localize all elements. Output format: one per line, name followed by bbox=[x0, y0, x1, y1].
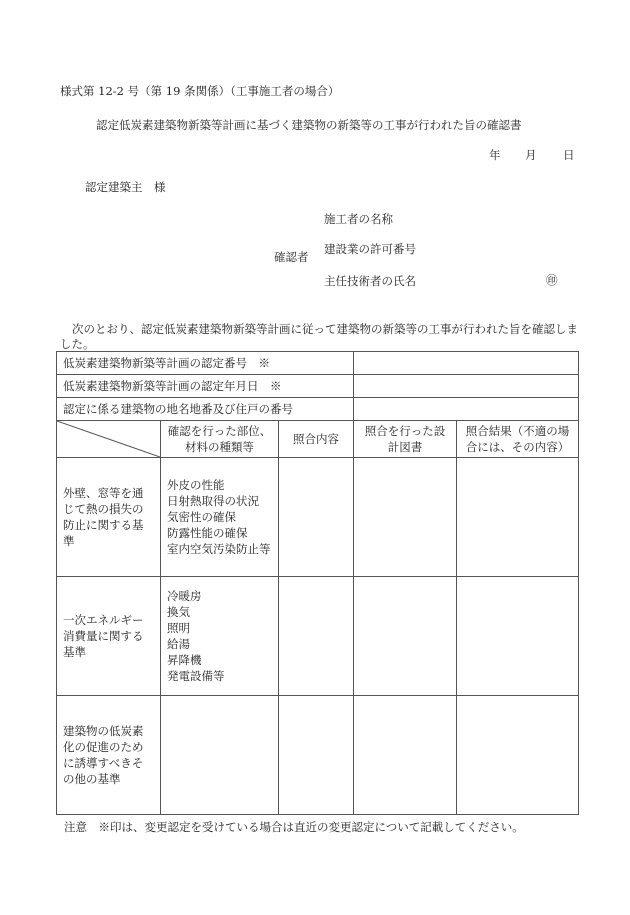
address-label: 認定に係る建築物の地名地番及び住戸の番号 bbox=[57, 398, 354, 421]
address-value bbox=[354, 398, 579, 421]
intro-text: 次のとおり、認定低炭素建築物新築等計画に従って建築物の新築等の工事が行われた旨を確認しました。 bbox=[60, 322, 578, 351]
empty-cell[interactable] bbox=[457, 696, 579, 815]
diagonal-line bbox=[57, 421, 160, 457]
date-month-label: 月 bbox=[525, 148, 537, 162]
list-item: 昇降機 bbox=[167, 653, 202, 667]
table-row bbox=[57, 696, 579, 815]
list-item: 発電設備等 bbox=[167, 669, 225, 683]
category-heat-loss: 外壁、窓等を通じて熱の損失の防止に関する基準 bbox=[57, 458, 161, 577]
seal-mark: ㊞ bbox=[546, 273, 558, 287]
empty-cell[interactable] bbox=[279, 696, 354, 815]
list-item: 室内空気汚染防止等 bbox=[167, 542, 271, 556]
cert-date-label: 低炭素建築物新築等計画の認定年月日 ※ bbox=[57, 375, 354, 398]
empty-cell[interactable] bbox=[354, 696, 457, 815]
category-other-low-carbon: 建築物の低炭素化の促進のために誘導すべきその他の基準 bbox=[57, 696, 161, 815]
column-header-parts: 確認を行った部位、材料の種類等 bbox=[161, 421, 279, 458]
items-primary-energy bbox=[161, 577, 279, 696]
cert-number-value bbox=[354, 352, 579, 375]
footnote: 注意 ※印は、変更認定を受けている場合は直近の変更認定について記載してください。 bbox=[64, 820, 524, 834]
chief-engineer-label: 主任技術者の氏名 bbox=[324, 274, 416, 288]
date-day-label: 日 bbox=[563, 148, 575, 162]
table-row bbox=[57, 577, 579, 696]
cert-date-value bbox=[354, 375, 579, 398]
list-item: 外皮の性能 bbox=[167, 478, 225, 492]
date-line bbox=[489, 150, 575, 162]
column-header-row bbox=[57, 421, 579, 458]
table-row bbox=[57, 458, 579, 577]
column-header-result: 照合結果（不適の場合には、その内容） bbox=[457, 421, 579, 458]
diagonal-header-cell bbox=[57, 421, 161, 458]
table-row bbox=[57, 398, 579, 421]
list-item: 給湯 bbox=[167, 637, 190, 651]
cert-number-label: 低炭素建築物新築等計画の認定番号 ※ bbox=[57, 352, 354, 375]
list-item: 日射熱取得の状況 bbox=[167, 494, 259, 508]
empty-cell[interactable] bbox=[161, 696, 279, 815]
addressee: 認定建築主 様 bbox=[85, 180, 166, 194]
empty-cell[interactable] bbox=[279, 458, 354, 577]
list-item: 防露性能の確保 bbox=[167, 526, 248, 540]
column-header-drawings: 照合を行った設計図書 bbox=[354, 421, 457, 458]
list-item: 照明 bbox=[167, 621, 190, 635]
contractor-name-label: 施工者の名称 bbox=[324, 212, 393, 226]
empty-cell[interactable] bbox=[457, 458, 579, 577]
category-primary-energy: 一次エネルギー消費量に関する基準 bbox=[57, 577, 161, 696]
empty-cell[interactable] bbox=[354, 458, 457, 577]
date-year-label: 年 bbox=[489, 148, 501, 162]
confirmer-label: 確認者 bbox=[274, 250, 309, 264]
list-item: 気密性の確保 bbox=[167, 510, 236, 524]
list-item: 換気 bbox=[167, 605, 190, 619]
confirmation-table bbox=[56, 351, 579, 815]
list-item: 冷暖房 bbox=[167, 589, 202, 603]
items-heat-loss bbox=[161, 458, 279, 577]
document-title: 認定低炭素建築物新築等計画に基づく建築物の新築等の工事が行われた旨の確認書 bbox=[96, 118, 522, 132]
license-number-label: 建設業の許可番号 bbox=[324, 242, 416, 256]
empty-cell[interactable] bbox=[457, 577, 579, 696]
empty-cell[interactable] bbox=[354, 577, 457, 696]
empty-cell[interactable] bbox=[279, 577, 354, 696]
table-row bbox=[57, 352, 579, 375]
form-number: 様式第 12-2 号（第 19 条関係）（工事施工者の場合） bbox=[60, 84, 340, 98]
column-header-content: 照合内容 bbox=[279, 421, 354, 458]
table-row bbox=[57, 375, 579, 398]
